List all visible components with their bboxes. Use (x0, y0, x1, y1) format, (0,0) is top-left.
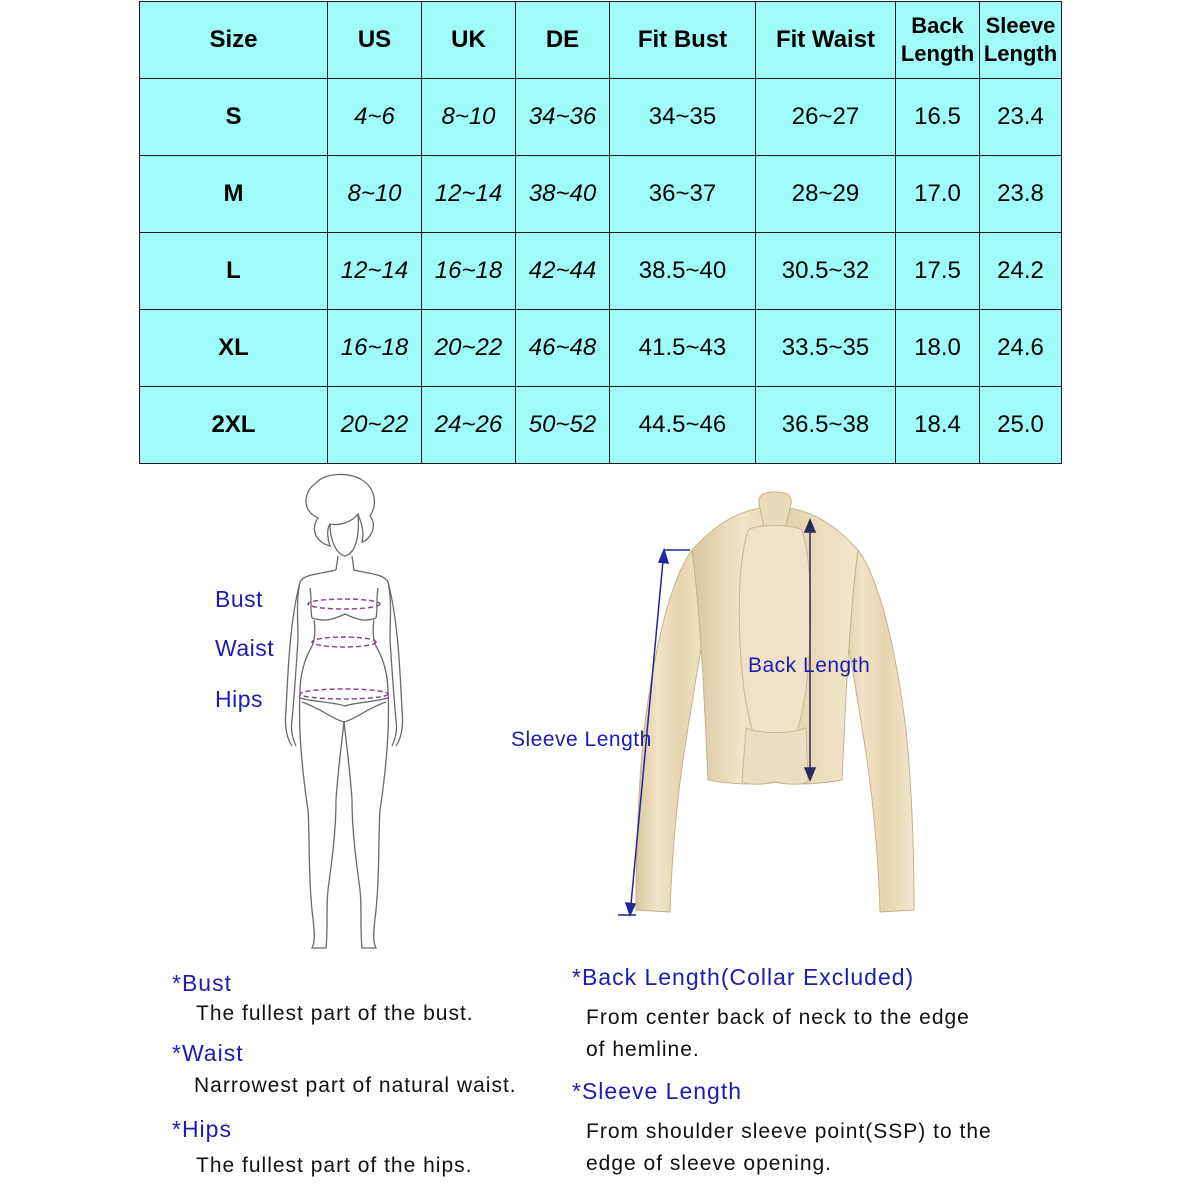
cell-de: 34~36 (516, 79, 610, 156)
header-de: DE (516, 2, 610, 79)
cell-fit-bust: 38.5~40 (610, 233, 756, 310)
bust-desc-text: The fullest part of the bust. (196, 1002, 474, 1025)
cell-fit-bust: 44.5~46 (610, 387, 756, 464)
cell-fit-waist: 28~29 (756, 156, 896, 233)
cell-de: 46~48 (516, 310, 610, 387)
bust-label: Bust (215, 586, 264, 612)
header-sleeve-length (980, 2, 1062, 79)
cell-size: L (140, 233, 328, 310)
sleeve-length-desc-text (586, 1116, 992, 1180)
waist-label: Waist (215, 635, 275, 661)
sleeve-length-desc-line2: edge of sleeve opening. (586, 1152, 833, 1175)
bolero-jacket-figure (610, 490, 940, 930)
header-sleeve-length-line2: Length (983, 41, 1058, 66)
cell-back-length: 17.5 (896, 233, 980, 310)
cell-back-length: 18.0 (896, 310, 980, 387)
table-row (140, 387, 1062, 464)
body-measurement-figure (270, 470, 420, 970)
back-length-desc-title: *Back Length(Collar Excluded) (572, 964, 915, 990)
cell-de: 50~52 (516, 387, 610, 464)
cell-uk: 20~22 (422, 310, 516, 387)
back-length-label: Back Length (748, 654, 871, 677)
cell-us: 20~22 (328, 387, 422, 464)
header-uk: UK (422, 2, 516, 79)
waist-desc-title: *Waist (172, 1040, 244, 1066)
header-back-length-line2: Length (900, 41, 975, 66)
header-sleeve-length-line1: Sleeve (985, 13, 1056, 38)
waist-desc-text: Narrowest part of natural waist. (194, 1074, 517, 1097)
table-row (140, 310, 1062, 387)
cell-fit-waist: 36.5~38 (756, 387, 896, 464)
size-chart-table (139, 1, 1062, 464)
cell-sleeve-length: 23.8 (980, 156, 1062, 233)
header-back-length (896, 2, 980, 79)
header-size: Size (140, 2, 328, 79)
cell-sleeve-length: 24.2 (980, 233, 1062, 310)
cell-sleeve-length: 25.0 (980, 387, 1062, 464)
cell-back-length: 18.4 (896, 387, 980, 464)
header-us: US (328, 2, 422, 79)
back-length-desc-line2: of hemline. (586, 1038, 700, 1061)
table-header-row (140, 2, 1062, 79)
header-fit-waist: Fit Waist (756, 2, 896, 79)
cell-de: 42~44 (516, 233, 610, 310)
cell-uk: 8~10 (422, 79, 516, 156)
hips-desc-text: The fullest part of the hips. (196, 1154, 473, 1177)
cell-fit-bust: 41.5~43 (610, 310, 756, 387)
back-length-desc-text (586, 1002, 970, 1066)
cell-fit-waist: 26~27 (756, 79, 896, 156)
cell-fit-bust: 36~37 (610, 156, 756, 233)
hips-desc-title: *Hips (172, 1116, 232, 1142)
cell-size: XL (140, 310, 328, 387)
cell-de: 38~40 (516, 156, 610, 233)
cell-sleeve-length: 23.4 (980, 79, 1062, 156)
cell-us: 16~18 (328, 310, 422, 387)
cell-us: 8~10 (328, 156, 422, 233)
header-back-length-line1: Back (911, 13, 964, 38)
bust-desc-title: *Bust (172, 970, 232, 996)
cell-size: S (140, 79, 328, 156)
table-row (140, 156, 1062, 233)
cell-fit-waist: 30.5~32 (756, 233, 896, 310)
cell-uk: 16~18 (422, 233, 516, 310)
cell-size: 2XL (140, 387, 328, 464)
cell-fit-bust: 34~35 (610, 79, 756, 156)
sleeve-length-desc-line1: From shoulder sleeve point(SSP) to the (586, 1120, 992, 1143)
table-row (140, 233, 1062, 310)
cell-back-length: 16.5 (896, 79, 980, 156)
table-row (140, 79, 1062, 156)
cell-size: M (140, 156, 328, 233)
sleeve-length-label: Sleeve Length (511, 728, 652, 751)
cell-fit-waist: 33.5~35 (756, 310, 896, 387)
cell-back-length: 17.0 (896, 156, 980, 233)
cell-uk: 12~14 (422, 156, 516, 233)
cell-us: 12~14 (328, 233, 422, 310)
back-length-desc-line1: From center back of neck to the edge (586, 1006, 970, 1029)
header-fit-bust: Fit Bust (610, 2, 756, 79)
cell-us: 4~6 (328, 79, 422, 156)
sleeve-length-desc-title: *Sleeve Length (572, 1078, 743, 1104)
cell-uk: 24~26 (422, 387, 516, 464)
hips-label: Hips (215, 686, 264, 712)
cell-sleeve-length: 24.6 (980, 310, 1062, 387)
